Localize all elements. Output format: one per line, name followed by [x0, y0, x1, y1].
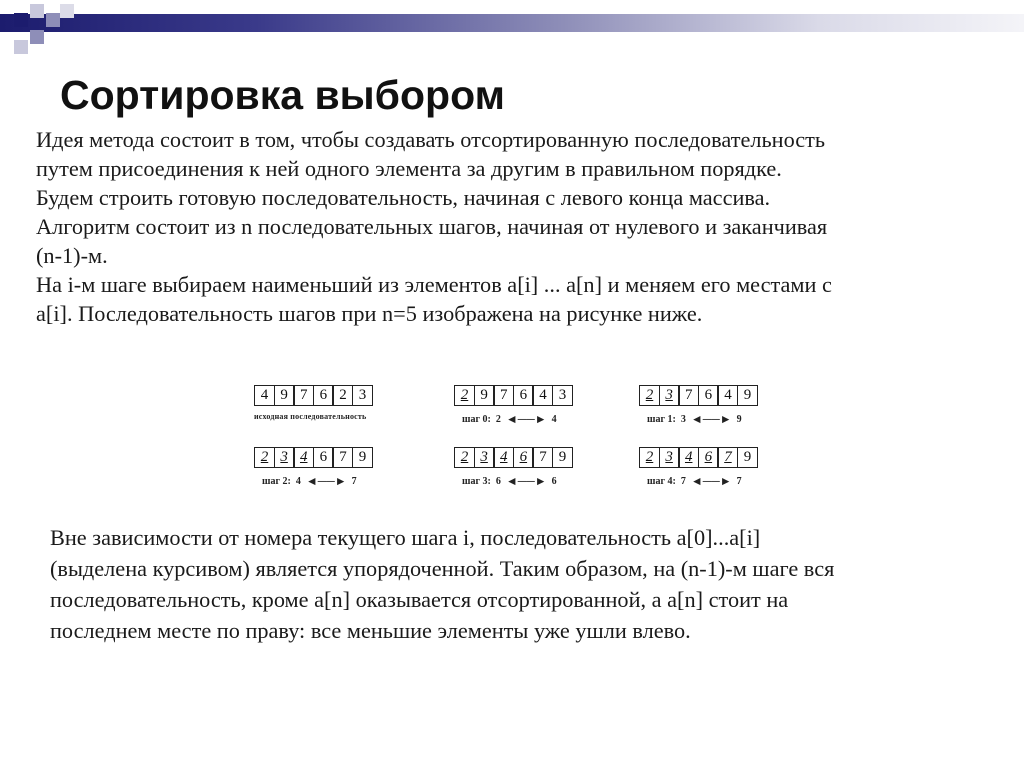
array-cell: 7 — [332, 447, 353, 468]
array-cell: 7 — [293, 385, 314, 406]
conclusion-line: последнем месте по праву: все меньшие элементы уже ушли влево. — [50, 618, 691, 643]
swap-arrow-icon: ◄──► — [305, 474, 347, 488]
panel-caption — [647, 412, 758, 427]
array-cell: 6 — [698, 447, 719, 468]
swap-arrow-icon: ◄──► — [505, 474, 547, 488]
array-cell: 7 — [493, 385, 514, 406]
array-cell: 6 — [513, 447, 534, 468]
intro-text — [36, 125, 996, 328]
array-cell: 6 — [513, 385, 534, 406]
array-cells — [639, 385, 758, 406]
figure-panel — [454, 385, 573, 427]
array-cell: 9 — [737, 447, 758, 468]
swap-from-value: 2 — [495, 414, 501, 425]
array-cell: 6 — [313, 385, 334, 406]
slide-title: Сортировка выбором — [60, 72, 505, 118]
array-cell: 9 — [352, 447, 373, 468]
intro-line: путем присоединения к ней одного элемента за другим в правильном порядке. — [36, 156, 782, 181]
panel-caption — [647, 474, 758, 489]
array-cell: 7 — [678, 385, 699, 406]
array-cell: 4 — [532, 385, 553, 406]
swap-to-value: 6 — [551, 476, 557, 487]
swap-to-value: 7 — [351, 476, 357, 487]
array-cell: 3 — [274, 447, 295, 468]
swap-arrow-icon: ◄──► — [690, 474, 732, 488]
array-cell: 6 — [313, 447, 334, 468]
swap-from-value: 7 — [680, 476, 686, 487]
array-cell: 4 — [293, 447, 314, 468]
swap-to-value: 9 — [736, 414, 742, 425]
array-cell: 9 — [274, 385, 295, 406]
array-cell: 2 — [454, 385, 475, 406]
caption-label: шаг 2: — [262, 476, 291, 487]
caption-label: исходная последовательность — [254, 412, 367, 421]
figure-panel — [639, 447, 758, 489]
figure-panel — [639, 385, 758, 427]
array-cell: 2 — [454, 447, 475, 468]
array-cell: 3 — [659, 385, 680, 406]
intro-line: (n-1)-м. — [36, 243, 108, 268]
array-cell: 6 — [698, 385, 719, 406]
array-cell: 7 — [532, 447, 553, 468]
array-cells — [454, 385, 573, 406]
conclusion-line: (выделена курсивом) является упорядоченной. Таким образом, на (n-1)-м шаге вся — [50, 556, 835, 581]
figure-panel — [454, 447, 573, 489]
array-cell: 7 — [717, 447, 738, 468]
swap-to-value: 7 — [736, 476, 742, 487]
intro-line: a[i]. Последовательность шагов при n=5 изображена на рисунке ниже. — [36, 301, 703, 326]
array-cells — [454, 447, 573, 468]
swap-from-value: 3 — [680, 414, 686, 425]
array-cell: 3 — [352, 385, 373, 406]
panel-caption — [462, 412, 573, 427]
array-cells — [639, 447, 758, 468]
selection-sort-figure — [254, 385, 784, 497]
array-cell: 4 — [678, 447, 699, 468]
figure-panel — [254, 447, 373, 489]
intro-line: Алгоритм состоит из n последовательных шагов, начиная от нулевого и заканчивая — [36, 214, 828, 239]
array-cell: 9 — [552, 447, 573, 468]
title-bar-decoration — [0, 14, 1024, 32]
swap-from-value: 4 — [295, 476, 301, 487]
array-cell: 3 — [474, 447, 495, 468]
intro-line: На i-м шаге выбираем наименьший из элементов a[i] ... a[n] и меняем его местами с — [36, 272, 832, 297]
array-cells — [254, 447, 373, 468]
conclusion-line: Вне зависимости от номера текущего шага i, последовательность a[0]...a[i] — [50, 525, 761, 550]
array-cells — [254, 385, 373, 406]
swap-arrow-icon: ◄──► — [690, 412, 732, 426]
caption-label: шаг 4: — [647, 476, 676, 487]
array-cell: 2 — [639, 385, 660, 406]
intro-line: Будем строить готовую последовательность, начиная с левого конца массива. — [36, 185, 771, 210]
array-cell: 2 — [254, 447, 275, 468]
caption-label: шаг 1: — [647, 414, 676, 425]
figure-panel — [254, 385, 373, 421]
swap-to-value: 4 — [551, 414, 557, 425]
array-cell: 2 — [639, 447, 660, 468]
array-cell: 4 — [254, 385, 275, 406]
swap-from-value: 6 — [495, 476, 501, 487]
array-cell: 3 — [659, 447, 680, 468]
array-cell: 9 — [737, 385, 758, 406]
panel-caption — [254, 412, 373, 421]
swap-arrow-icon: ◄──► — [505, 412, 547, 426]
array-cell: 2 — [332, 385, 353, 406]
array-cell: 9 — [474, 385, 495, 406]
caption-label: шаг 0: — [462, 414, 491, 425]
panel-caption — [462, 474, 573, 489]
panel-caption — [262, 474, 373, 489]
conclusion-text — [50, 522, 990, 646]
caption-label: шаг 3: — [462, 476, 491, 487]
array-cell: 4 — [717, 385, 738, 406]
intro-line: Идея метода состоит в том, чтобы создавать отсортированную последовательность — [36, 127, 826, 152]
conclusion-line: последовательность, кроме a[n] оказывается отсортированной, а a[n] стоит на — [50, 587, 789, 612]
array-cell: 4 — [493, 447, 514, 468]
array-cell: 3 — [552, 385, 573, 406]
